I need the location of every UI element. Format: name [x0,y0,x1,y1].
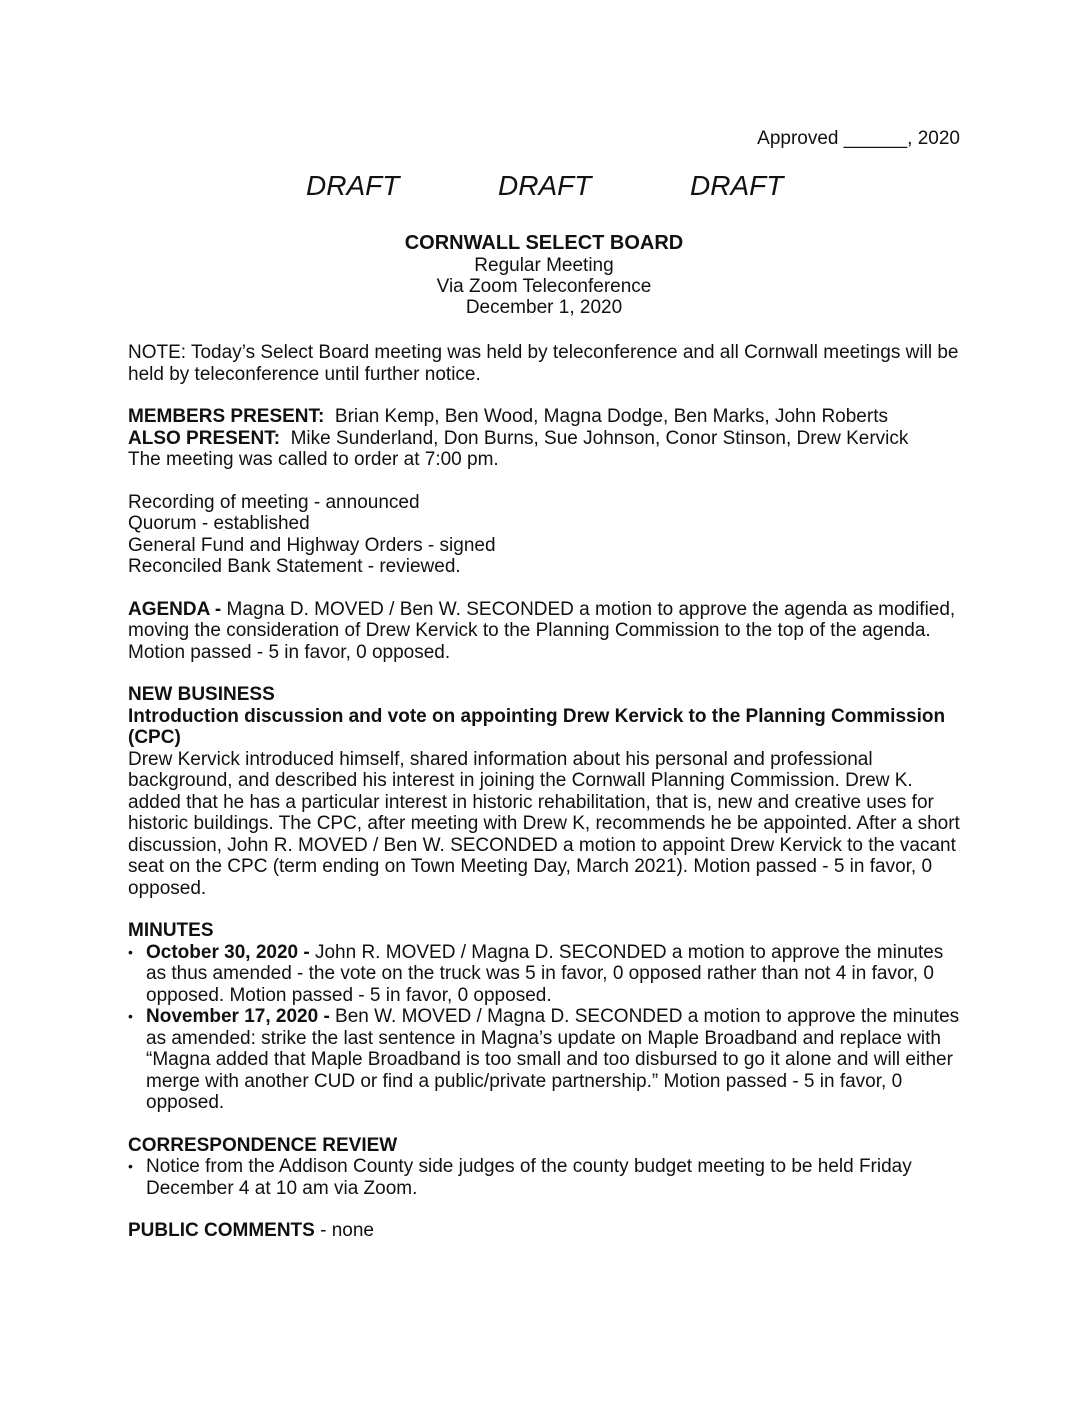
organization-title: CORNWALL SELECT BOARD [404,232,684,254]
meeting-venue: Via Zoom Teleconference [436,276,652,297]
minutes-heading: MINUTES [128,920,214,941]
minutes-item-text: Ben W. MOVED / Magna D. SECONDED a motion to approve the minutes as amended: strike the last sentence in Magna’s update on Maple Broadband and replace with “Magna added that Maple Broadband is too small and too disbursed to go it alone and will either merge with another CUD or find a public/private partnership.” Motion passed - 5 in favor, 0 opposed. [146,1006,960,1113]
correspondence-list [128,1156,968,1199]
approval-line: Approved ______, 2020 [757,128,960,149]
note-paragraph: NOTE: Today’s Select Board meeting was held by teleconference and all Cornwall meetings will be held by teleconference until further notice. [128,342,959,385]
meeting-date: December 1, 2020 [465,297,623,318]
minutes-body [128,342,968,1242]
public-comments-line [128,1220,968,1242]
meeting-header [0,232,1088,318]
minutes-section [128,920,968,1114]
minutes-date-label: November 17, 2020 - [146,1006,330,1027]
members-present-label: MEMBERS PRESENT: [128,406,325,427]
correspondence-section [128,1135,968,1200]
meeting-type: Regular Meeting [474,255,614,276]
agenda-text: Magna D. MOVED / Ben W. SECONDED a motion to approve the agenda as modified, moving the consideration of Drew Kervick to the Planning Commission to the top of the agenda. Motion passed - 5 in favor, 0 opposed. [128,598,956,663]
public-comments-text: - none [320,1220,374,1241]
list-item [128,942,968,1007]
attendance-section [128,406,968,471]
preliminary-item: General Fund and Highway Orders - signed [128,534,496,556]
also-present-label: ALSO PRESENT: [128,427,281,449]
also-present-line [128,428,968,450]
preliminary-item: Recording of meeting - announced [128,491,420,513]
preliminaries-list [128,492,968,578]
members-present-names: Brian Kemp, Ben Wood, Magna Dodge, Ben Marks, John Roberts [334,406,888,427]
new-business-section [128,684,968,899]
correspondence-heading: CORRESPONDENCE REVIEW [128,1134,398,1156]
list-item [128,1006,968,1114]
draft-label: DRAFT [690,170,784,201]
new-business-subheading: Introduction discussion and vote on appointing Drew Kervick to the Planning Commission (CPC) [128,705,946,748]
list-item: • Notice from the Addison County side judges of the county budget meeting to be held Friday December 4 at 10 am via Zoom. [128,1156,968,1199]
agenda-label: AGENDA - [128,598,222,620]
preliminary-item: Quorum - established [128,513,310,534]
agenda-paragraph [128,599,968,664]
minutes-list [128,942,968,1114]
minutes-item-text: John R. MOVED / Magna D. SECONDED a motion to approve the minutes as thus amended - the vote on the truck was 5 in favor, 0 opposed rather than not 4 in favor, 0 opposed. Motion passed - 5 in favor, 0 opposed. [146,941,944,1006]
also-present-names: Mike Sunderland, Don Burns, Sue Johnson, Conor Stinson, Drew Kervick [290,427,909,449]
draft-label: DRAFT [498,170,592,201]
new-business-body: Drew Kervick introduced himself, shared information about his personal and professional background, and described his interest in joining the Cornwall Planning Commission. Drew K. added that he has a particular interest in historic rehabilitation, that is, new and creative uses for historic buildings. The CPC, after meeting with Drew K, recommends he be appointed. After a short discussion, John R. MOVED / Ben W. SECONDED a motion to appoint Drew Kervick to the vacant seat on the CPC (term ending on Town Meeting Day, March 2021). Motion passed - 5 in favor, 0 opposed. [128,748,960,899]
minutes-date-label: October 30, 2020 - [146,941,310,963]
members-present-line [128,406,968,428]
draft-label: DRAFT [306,170,400,201]
call-to-order: The meeting was called to order at 7:00 pm. [128,449,499,470]
preliminary-item: Reconciled Bank Statement - reviewed. [128,556,461,577]
new-business-heading: NEW BUSINESS [128,684,275,705]
public-comments-label: PUBLIC COMMENTS [128,1220,315,1241]
